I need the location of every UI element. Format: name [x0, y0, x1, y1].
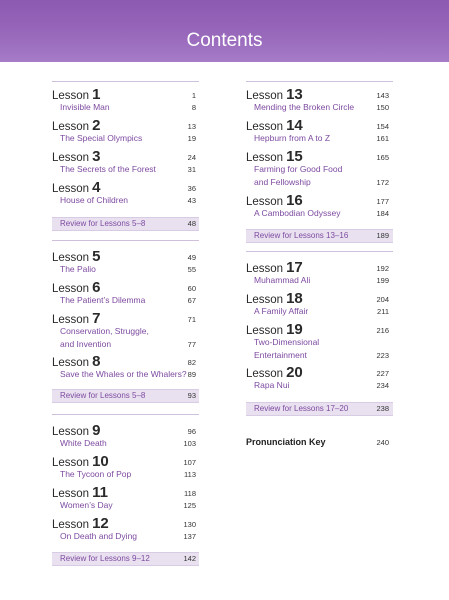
lesson-title[interactable]	[246, 194, 303, 209]
lesson-title[interactable]	[52, 455, 109, 470]
lesson-title[interactable]	[246, 119, 303, 134]
lesson-label: Lesson	[246, 325, 284, 337]
page-number: 165	[376, 153, 389, 162]
section-divider	[52, 414, 199, 415]
page-number: 216	[376, 326, 389, 335]
page-number: 1	[191, 91, 196, 100]
page-number: 77	[187, 340, 196, 349]
page-number: 211	[377, 307, 389, 316]
page-number: 184	[376, 209, 389, 218]
page-number: 24	[187, 153, 196, 162]
page-number: 143	[376, 91, 389, 100]
page-number: 82	[187, 358, 196, 367]
section-divider	[52, 240, 199, 241]
lesson-title[interactable]	[52, 119, 100, 134]
lesson-label: Lesson	[52, 426, 90, 438]
lesson-title[interactable]	[246, 261, 303, 276]
page-number: 89	[187, 370, 196, 379]
lesson-title[interactable]	[52, 150, 100, 165]
lesson-title[interactable]	[246, 323, 303, 338]
lesson-title[interactable]	[246, 88, 303, 103]
review-page-number: 189	[376, 231, 389, 240]
page-title: Contents	[186, 30, 263, 51]
lesson-number: 18	[286, 290, 303, 307]
review-page-number: 93	[187, 391, 196, 400]
lesson-title[interactable]	[52, 355, 100, 370]
page-number: 192	[376, 264, 389, 273]
page-number: 60	[187, 284, 196, 293]
lesson-number: 20	[286, 364, 303, 381]
lesson-label: Lesson	[52, 357, 90, 369]
lesson-label: Lesson	[246, 152, 284, 164]
lesson-number: 10	[92, 453, 109, 470]
lesson-title[interactable]	[52, 424, 100, 439]
page-number: 161	[376, 134, 389, 143]
lesson-subtitle[interactable]: A Family Affair	[254, 306, 309, 316]
review-page-number: 238	[376, 404, 389, 413]
lesson-number: 4	[92, 179, 101, 196]
lesson-number: 11	[92, 484, 108, 501]
lesson-subtitle[interactable]: The Secrets of the Forest	[60, 164, 156, 174]
lesson-title[interactable]	[52, 486, 108, 501]
lesson-subtitle[interactable]: and Invention	[60, 339, 112, 349]
page-number: 31	[187, 165, 196, 174]
lesson-label: Lesson	[246, 263, 284, 275]
page-number: 223	[376, 351, 389, 360]
lesson-subtitle[interactable]: Women’s Day	[60, 500, 113, 510]
page-number: 55	[187, 265, 196, 274]
page-number: 36	[187, 184, 196, 193]
lesson-title[interactable]	[52, 312, 100, 327]
lesson-subtitle[interactable]: Farming for Good Food	[254, 164, 343, 174]
page-number: 130	[183, 520, 196, 529]
lesson-label: Lesson	[52, 283, 90, 295]
lesson-subtitle[interactable]: The Tycoon of Pop	[60, 469, 132, 479]
lesson-number: 8	[92, 353, 101, 370]
lesson-label: Lesson	[52, 121, 90, 133]
lesson-label: Lesson	[52, 314, 90, 326]
page-number: 113	[184, 470, 196, 479]
lesson-title[interactable]	[52, 281, 100, 296]
lesson-label: Lesson	[52, 152, 90, 164]
lesson-subtitle[interactable]: Two-Dimensional	[254, 337, 320, 347]
lesson-number: 5	[92, 248, 101, 265]
page-number: 19	[187, 134, 196, 143]
lesson-number: 15	[286, 148, 303, 165]
lesson-number: 13	[286, 86, 303, 103]
section-divider	[52, 81, 199, 82]
page-number: 150	[376, 103, 389, 112]
lesson-subtitle[interactable]: Mending the Broken Circle	[254, 102, 355, 112]
lesson-title[interactable]	[246, 150, 303, 165]
lesson-title[interactable]	[52, 181, 100, 196]
review-label[interactable]: Review for Lessons 13–16	[254, 231, 349, 240]
lesson-title[interactable]	[52, 88, 100, 103]
lesson-number: 9	[92, 422, 101, 439]
lesson-title[interactable]	[52, 250, 100, 265]
lesson-subtitle[interactable]: Rapa Nui	[254, 380, 290, 390]
lesson-number: 2	[92, 117, 101, 134]
lesson-label: Lesson	[52, 183, 90, 195]
lesson-number: 14	[286, 117, 303, 134]
lesson-number: 6	[92, 279, 101, 296]
lesson-subtitle[interactable]: Muhammad Ali	[254, 275, 311, 285]
pronunciation-key-page: 240	[376, 438, 389, 447]
header-banner	[0, 0, 449, 62]
page-number: 13	[187, 122, 196, 131]
review-page-number: 142	[183, 554, 196, 563]
lesson-subtitle[interactable]: A Cambodian Odyssey	[254, 208, 341, 218]
page-number: 125	[183, 501, 196, 510]
lesson-number: 16	[286, 192, 303, 209]
review-label[interactable]: Review for Lessons 17–20	[254, 404, 349, 413]
lesson-label: Lesson	[246, 294, 284, 306]
lesson-subtitle[interactable]: Hepburn from A to Z	[254, 133, 331, 143]
page-number: 49	[187, 253, 196, 262]
lesson-label: Lesson	[52, 457, 90, 469]
lesson-label: Lesson	[246, 196, 284, 208]
lesson-label: Lesson	[246, 90, 284, 102]
lesson-number: 3	[92, 148, 101, 165]
page-number: 199	[376, 276, 389, 285]
review-label[interactable]: Review for Lessons 9–12	[60, 554, 150, 563]
page-number: 8	[191, 103, 196, 112]
page-number: 177	[376, 197, 389, 206]
lesson-subtitle[interactable]: House of Children	[60, 195, 129, 205]
review-label[interactable]: Review for Lessons 5–8	[60, 219, 146, 228]
section-divider	[246, 81, 393, 82]
lesson-title[interactable]	[52, 517, 109, 532]
lesson-subtitle[interactable]: Conservation, Struggle,	[60, 326, 149, 336]
lesson-subtitle[interactable]: The Patient’s Dilemma	[60, 295, 146, 305]
page-number: 137	[183, 532, 196, 541]
lesson-label: Lesson	[246, 368, 284, 380]
page-number: 43	[187, 196, 196, 205]
lesson-title[interactable]	[246, 366, 303, 381]
lesson-number: 17	[286, 259, 303, 276]
page-number: 103	[183, 439, 196, 448]
section-divider	[246, 251, 393, 252]
page-number: 67	[187, 296, 196, 305]
lesson-label: Lesson	[52, 519, 90, 531]
lesson-subtitle[interactable]: and Fellowship	[254, 177, 311, 187]
page-number: 227	[376, 369, 389, 378]
review-page-number: 48	[187, 219, 196, 228]
lesson-number: 7	[92, 310, 101, 327]
lesson-subtitle[interactable]: White Death	[60, 438, 107, 448]
lesson-label: Lesson	[52, 252, 90, 264]
lesson-subtitle[interactable]: Entertainment	[254, 350, 307, 360]
lesson-label: Lesson	[52, 488, 90, 500]
page-number: 172	[376, 178, 389, 187]
lesson-subtitle[interactable]: Save the Whales or the Whalers?	[60, 369, 187, 379]
lesson-title[interactable]	[246, 292, 303, 307]
lesson-subtitle[interactable]: On Death and Dying	[60, 531, 138, 541]
page-number: 71	[187, 315, 196, 324]
lesson-number: 19	[286, 321, 303, 338]
page-number: 107	[183, 458, 196, 467]
page-number: 234	[376, 381, 389, 390]
lesson-subtitle[interactable]: The Palio	[60, 264, 96, 274]
lesson-number: 12	[92, 515, 109, 532]
lesson-number: 1	[92, 86, 101, 103]
page-number: 204	[376, 295, 389, 304]
page-number: 154	[376, 122, 389, 131]
review-label[interactable]: Review for Lessons 5–8	[60, 391, 146, 400]
lesson-subtitle[interactable]: Invisible Man	[60, 102, 110, 112]
page-number: 96	[187, 427, 196, 436]
lesson-label: Lesson	[246, 121, 284, 133]
lesson-label: Lesson	[52, 90, 90, 102]
pronunciation-key-title[interactable]: Pronunciation Key	[246, 437, 326, 447]
page-number: 118	[184, 489, 196, 498]
lesson-subtitle[interactable]: The Special Olympics	[60, 133, 143, 143]
